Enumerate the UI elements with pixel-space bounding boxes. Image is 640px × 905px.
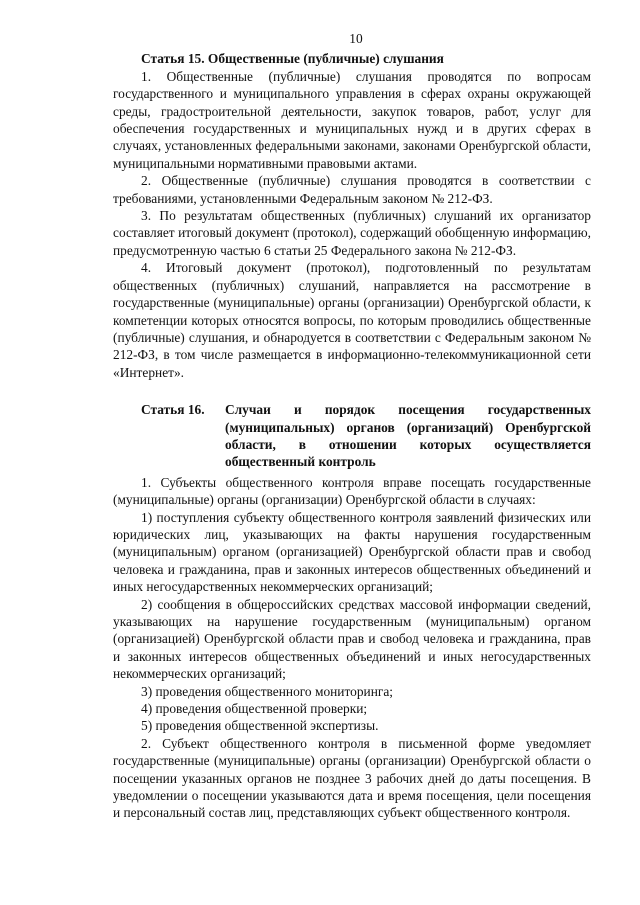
article-16-paragraph-1: 1. Субъекты общественного контроля вправе посещать государственные (муниципальные) органы (организации) Оренбургской области в случаях: (113, 474, 591, 508)
article-16-label: Статья 16. (141, 402, 205, 418)
article-16-list-item-3: 3) проведения общественного мониторинга; (141, 683, 394, 699)
article-15-paragraph-3: 3. По результатам общественных (публичных) слушаний их организатор составляет итоговый документ (протокол), содержащий обобщенную информацию, предусмотренную частью 6 статьи 25 Федерального закона № 212-ФЗ. (113, 208, 591, 258)
article-16-paragraph-2: 2. Субъект общественного контроля в письменной форме уведомляет государственные (муниципальные) органы (организации) Оренбургской области о посещении указанных органов не позднее 3 рабочих дней до даты посещения. В уведомлении о посещении указываются дата и время посещения, цели посещения и персональный состав лиц, представляющих субъект общественного контроля. (113, 735, 591, 821)
article-15-paragraph-4: 4. Итоговый документ (протокол), подготовленный по результатам общественных (публичных) слушаний, направляется на рассмотрение в государственные (муниципальные) органы (организации) Оренбургской области, к компетенции которых относятся вопросы, по которым проводились общественные (публичные) слушания, и обнародуется в соответствии с Федеральным законом № 212-ФЗ, в том числе размещается в информационно-телекоммуникационной сети «Интернет». (113, 260, 591, 380)
article-15-title: Статья 15. Общественные (публичные) слушания (141, 51, 444, 67)
article-16-title: Случаи и порядок посещения государственных (муниципальных) органов (организаций) Оренбургской области, в отношении которых осуществляется общественный контроль (225, 402, 591, 470)
article-16-list-item-2: 2) сообщения в общероссийских средствах массовой информации сведений, указывающих на нарушение государственным (муниципальным) органом (организацией) Оренбургской области прав и свобод человека и гражданина, прав и законных интересов общественных объединений и иных негосударственных некоммерческих организаций; (113, 596, 591, 682)
article-16-list-item-1: 1) поступления субъекту общественного контроля заявлений физических или юридических лиц, указывающих на факты нарушения государственным (муниципальным) органом (организацией) Оренбургской области прав и свобод человека и гражданина, прав и законных интересов общественных объединений и иных негосударственных некоммерческих организаций; (113, 509, 591, 595)
document-page (113, 30, 591, 822)
article-16-list-item-4: 4) проведения общественной проверки; (141, 701, 368, 717)
article-15-paragraph-1: 1. Общественные (публичные) слушания проводятся по вопросам государственного и муниципального управления в сферах охраны окружающей среды, градостроительной деятельности, закупок товаров, работ, услуг для обеспечения государственных и муниципальных нужд и в других сферах в случаях, установленных федеральными законами, законами Оренбургской области, муниципальными нормативными правовыми актами. (113, 68, 591, 171)
article-16-list-item-5: 5) проведения общественной экспертизы. (141, 718, 379, 734)
page-number: 10 (349, 31, 363, 46)
article-15-paragraph-2: 2. Общественные (публичные) слушания проводятся в соответствии с требованиями, установленными Федеральным законом № 212-ФЗ. (113, 173, 591, 206)
article-16-heading (113, 401, 591, 471)
article-16 (113, 401, 591, 822)
article-15 (113, 50, 591, 381)
